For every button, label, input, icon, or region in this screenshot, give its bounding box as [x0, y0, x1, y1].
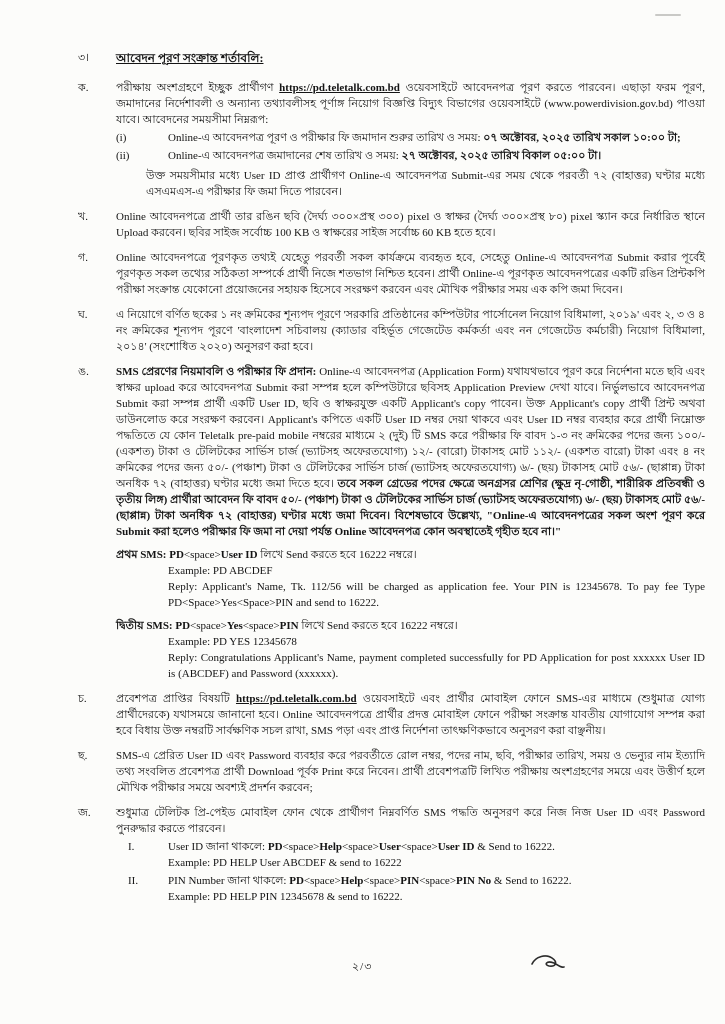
item-cha-body: প্রবেশপত্র প্রাপ্তির বিষয়টি https://pd.teletalk.com.bd ওয়েবসাইটে এবং প্রার্থীর মোবাইল ফোনে SMS-এর মাধ্যমে (শুধুমাত্র যোগ্য প্রার্থীদেরকে) যথাসময়ে জানানো হবে। Online আবেদনপত্রে প্রার্থীর প্রদত্ত মোবাইল ফোনে পরীক্ষা সংক্রান্ত যাবতীয় যোগাযোগ সম্পন্ন করা হবে বিধায় উক্ত নম্বরটি সার্বক্ষণিক সচল রাখা, SMS পড়া এবং প্রাপ্ত নির্দেশনা তাৎক্ষণিকভাবে অনুসরণ করা বাঞ্ছনীয়।: [116, 693, 706, 737]
handwritten-mark: [528, 952, 568, 981]
second-sms-instruction: দ্বিতীয় SMS: PD<space>Yes<space>PIN লিখে Send করতে হবে 16222 নম্বরে।: [116, 620, 458, 632]
item-chha-body: SMS-এ প্রেরিত User ID এবং Password ব্যবহার করে পরবর্তীতে রোল নম্বর, পদের নাম, ছবি, পরীক্ষার তারিখ, সময় ও ভেন্যুর নাম ইত্যাদি তথ্য সংবলিত প্রবেশপত্র প্রার্থী Download পূর্বক Print করে নিবেন। প্রার্থী প্রবেশপত্রটি লিখিত পরীক্ষায় অংশগ্রহণের সময়ে এবং উত্তীর্ণ হলে মৌখিক পরীক্ষার সময়ে অবশ্যই প্রদর্শন করবেন;: [116, 750, 705, 794]
first-sms-block: [116, 547, 705, 611]
item-kha: [78, 209, 705, 241]
second-sms-example: Example: PD YES 12345678: [168, 636, 297, 648]
sub-ii-number: (ii): [116, 150, 130, 162]
section-title: আবেদন পূরণ সংক্রান্ত শর্তাবলি:: [116, 51, 264, 65]
sub-i-number: (i): [116, 132, 127, 144]
item-cha-label: চ.: [78, 693, 87, 705]
page-number: ২/৩: [352, 961, 373, 973]
item-ja-sub1: [116, 839, 705, 871]
second-sms-reply: Reply: Congratulations Applicant's Name, payment completed successfully for PD Application for post xxxxxx User ID is (ABCDEF) and Password (xxxxxx).: [168, 652, 705, 680]
sub-i-text: Online-এ আবেদনপত্র পূরণ ও পরীক্ষার ফি জমাদান শুরুর তারিখ ও সময়: ০৭ অক্টোবর, ২০২৫ তারিখ সকাল ১০:০০ টা;: [168, 132, 681, 144]
item-gha-label: ঘ.: [78, 309, 88, 321]
item-ga: [78, 250, 705, 298]
sub2-example: Example: PD HELP PIN 12345678 & send to 16222.: [168, 891, 403, 903]
item-cha: [78, 691, 705, 739]
item-ka-label: ক.: [78, 82, 89, 94]
first-sms-reply: Reply: Applicant's Name, Tk. 112/56 will be charged as application fee. Your PIN is 12345678. To pay fee Type PD<Space>Yes<Space>PIN and send to 16222.: [168, 581, 705, 609]
scan-artifact: [655, 14, 681, 16]
item-uma: [78, 364, 705, 682]
item-ja-body: শুধুমাত্র টেলিটক প্রি-পেইড মোবাইল ফোন থেকে প্রার্থীগণ নিম্নবর্ণিত SMS পদ্ধতি অনুসরণ করে নিজ নিজ User ID এবং Password পুনরুদ্ধার করতে পারবেন।: [116, 807, 705, 835]
item-ka-sub-i: [116, 130, 705, 146]
item-kha-label: খ.: [78, 211, 88, 223]
sub2-instruction: PIN Number জানা থাকলে: PD<space>Help<space>PIN<space>PIN No & Send to 16222.: [168, 875, 572, 887]
page-footer: [0, 952, 725, 992]
item-ga-label: গ.: [78, 252, 88, 264]
section-number: ৩।: [78, 52, 90, 64]
first-sms-instruction: প্রথম SMS: PD<space>User ID লিখে Send করতে হবে 16222 নম্বরে।: [116, 549, 417, 561]
item-ga-body: Online আবেদনপত্রে পূরণকৃত তথ্যই যেহেতু পরবর্তী সকল কার্যক্রমে ব্যবহৃত হবে, সেহেতু Online-এ আবেদনপত্র Submit করার পূর্বেই পূরণকৃত সকল তথ্যের সঠিকতা সম্পর্কে প্রার্থী নিজে শতভাগ নিশ্চিত হবেন। প্রার্থী Online-এ পূরণকৃত আবেদনপত্রের একটি রঙিন প্রিন্টকপি পরীক্ষা সংক্রান্ত যেকোনো প্রয়োজনের সহায়ক হিসেবে সংরক্ষণ করবেন এবং মৌখিক পরীক্ষার সময় এক কপি জমা দিবেন।: [116, 252, 705, 296]
item-ja-label: জ.: [78, 807, 91, 819]
item-uma-label: ঙ.: [78, 366, 89, 378]
document-content: [78, 50, 705, 914]
sub1-example: Example: PD HELP User ABCDEF & send to 16222: [168, 857, 402, 869]
sub2-number: II.: [128, 875, 139, 887]
item-kha-body: Online আবেদনপত্রে প্রার্থী তার রঙিন ছবি (দৈর্ঘ্য ৩০০×প্রস্থ ৩০০) pixel ও স্বাক্ষর (দৈর্ঘ্য ৩০০×প্রস্থ ৮০) pixel স্ক্যান করে নির্ধারিত স্থানে Upload করবেন। ছবির সাইজ সর্বোচ্চ 100 KB ও স্বাক্ষরের সাইজ সর্বোচ্চ 60 KB হতে হবে।: [116, 211, 705, 239]
item-ka-body: পরীক্ষায় অংশগ্রহণে ইচ্ছুক প্রার্থীগণ https://pd.teletalk.com.bd ওয়েবসাইটে আবেদনপত্র পূরণ করতে পারবেন। এছাড়া ফরম পূরণ, জমাদানের নির্দেশাবলী ও অন্যান্য তথ্যাবলীসহ পূর্ণাঙ্গ নিয়োগ বিজ্ঞপ্তি বিদ্যুৎ বিভাগের ওয়েবসাইটে (www.powerdivision.gov.bd) পাওয়া যাবে। আবেদনের সময়সীমা নিম্নরূপ:: [116, 82, 705, 126]
item-ka-sub-ii: [116, 148, 705, 164]
first-sms-example: Example: PD ABCDEF: [168, 565, 273, 577]
item-chha: [78, 748, 705, 796]
item-ja-sub2: [116, 873, 705, 905]
item-ka: [78, 80, 705, 200]
sub1-number: I.: [128, 841, 135, 853]
item-gha: [78, 307, 705, 355]
item-gha-body: এ নিয়োগে বর্ণিত ছকের ১ নং ক্রমিকের শূন্যপদ পূরণে 'সরকারি প্রতিষ্ঠানের কম্পিউটার পার্সোনেল নিয়োগ বিধিমালা, ২০১৯' এবং ২, ৩ ও ৪ নং ক্রমিকের শূন্যপদ পূরণে 'বাংলাদেশ সচিবালয় (ক্যাডার বহির্ভূত গেজেটেড কর্মকর্তা এবং নন গেজেটেড কর্মচারী) নিয়োগ বিধিমালা, ২০১৪' (সংশোধিত ২০২০) অনুসরণ করা হবে।: [116, 309, 705, 353]
sub-ii-text: Online-এ আবেদনপত্র জমাদানের শেষ তারিখ ও সময়: ২৭ অক্টোবর, ২০২৫ তারিখ বিকাল ০৫:০০ টা।: [168, 150, 602, 162]
item-uma-body: SMS প্রেরণের নিয়মাবলি ও পরীক্ষার ফি প্রদান: Online-এ আবেদনপত্র (Application Form) যথাযথভাবে পূরণ করে নির্দেশনা মতে ছবি এবং স্বাক্ষর upload করে আবেদনপত্র Submit করা সম্পন্ন হলে কম্পিউটারে ছবিসহ Application Preview দেখা যাবে। নির্ভুলভাবে আবেদনপত্র Submit করা সম্পন্ন প্রার্থী একটি User ID, ছবি ও স্বাক্ষরযুক্ত একটি Applicant's copy পাবেন। উক্ত Applicant's copy প্রার্থী প্রিন্ট অথবা ডাউনলোড করে সংরক্ষণ করবেন। Applicant's কপিতে একটি User ID নম্বর দেয়া থাকবে এবং User ID নম্বর ব্যবহার করে প্রার্থী নিম্নোক্ত পদ্ধতিতে যে কোন Teletalk pre-paid mobile নম্বরের মাধ্যমে ২ (দুই) টি SMS করে পরীক্ষার ফি বাবদ ১-৩ নং ক্রমিকের পদের জন্য ১০০/- (একশত) টাকা ও টেলিটকের সার্ভিস চার্জ (ভ্যাটসহ অফেরতযোগ্য) ১২/- (বারো) টাকাসহ মোট ১১২/- (একশত বারো) টাকা এবং ৪ নং ক্রমিকের পদের জন্য ৫০/- (পঞ্চাশ) টাকা ও টেলিটকের সার্ভিস চার্জ (ভ্যাটসহ অফেরতযোগ্য) ৬/- (ছয়) টাকাসহ মোট ৫৬/- (ছাপ্পান্ন) টাকা অনধিক ৭২ (বাহাত্তর) ঘণ্টার মধ্যে জমা দিতে হবে। তবে সকল গ্রেডের পদের ক্ষেত্রে অনগ্রসর শ্রেণির (ক্ষুদ্র নৃ-গোষ্ঠী, শারীরিক প্রতিবন্ধী ও তৃতীয় লিঙ্গ) প্রার্থীরা আবেদন ফি বাবদ ৫০/- (পঞ্চাশ) টাকা ও টেলিটকের সার্ভিস চার্জ (ভ্যাটসহ অফেরতযোগ্য) ৬/- (ছয়) টাকাসহ মোট ৫৬/- (ছাপ্পান্ন) টাকা অনধিক ৭২ (বাহাত্তর) ঘণ্টার মধ্যে জমা দিবেন। বিশেষভাবে উল্লেখ্য, "Online-এ আবেদনপত্রের সকল অংশ পূরণ করে Submit করা হলেও পরীক্ষার ফি জমা না দেয়া পর্যন্ত Online আবেদনপত্র কোন অবস্থাতেই গৃহীত হবে না।": [116, 366, 706, 538]
item-ja: [78, 805, 705, 905]
second-sms-block: [116, 618, 705, 682]
sub1-instruction: User ID জানা থাকলে: PD<space>Help<space>User<space>User ID & Send to 16222.: [168, 841, 555, 853]
item-ka-note: উক্ত সময়সীমার মধ্যে User ID প্রাপ্ত প্রার্থীগণ Online-এ আবেদনপত্র Submit-এর সময় থেকে পরবর্তী ৭২ (বাহাত্তর) ঘণ্টার মধ্যে এসএমএস-এ পরীক্ষার ফি জমা দিতে পারবেন।: [146, 170, 705, 198]
section-heading-row: [78, 50, 705, 67]
item-chha-label: ছ.: [78, 750, 88, 762]
